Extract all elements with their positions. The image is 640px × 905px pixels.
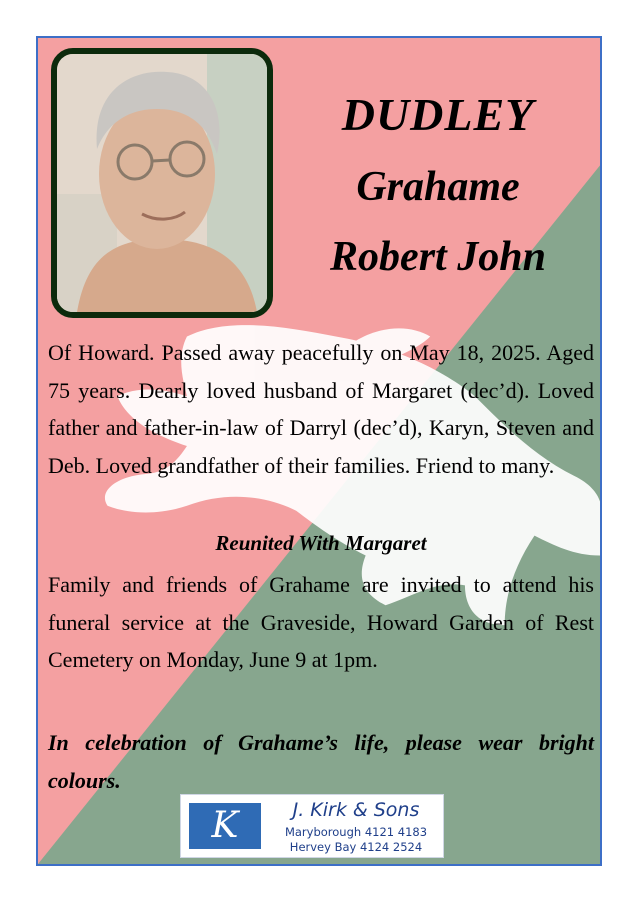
portrait-image <box>57 54 267 312</box>
k-monogram-icon: K <box>189 803 261 849</box>
notice-paragraph-1: Of Howard. Passed away peacefully on May 18, 2025. Aged 75 years. Dearly loved husband of Margaret (dec’d). Loved father and father-in-law of Darryl (dec’d), Karyn, Steven and Deb. Loved grandfather of their families. Friend to many. <box>48 340 594 478</box>
given-name-title: Grahame <box>356 164 520 210</box>
notice-paragraph-3: In celebration of Grahame’s life, please wear bright colours. <box>48 730 594 793</box>
funeral-director-name: J. Kirk & Sons <box>292 799 420 821</box>
middle-names-title: Robert John <box>330 234 546 280</box>
funeral-director-phone-2: Hervey Bay 4124 2524 <box>289 840 423 854</box>
notice-frame <box>36 36 602 866</box>
notice-paragraph-2: Family and friends of Grahame are invited to attend his funeral service at the Graveside, Howard Garden of Rest Cemetery on Monday, June 9 at 1pm. <box>48 572 594 672</box>
notice-subtitle: Reunited With Margaret <box>215 531 427 555</box>
portrait-photo <box>51 48 273 318</box>
surname-title: DUDLEY <box>341 89 535 140</box>
funeral-director-logo <box>180 794 444 858</box>
funeral-director-phone-1: Maryborough 4121 4183 <box>284 825 428 839</box>
